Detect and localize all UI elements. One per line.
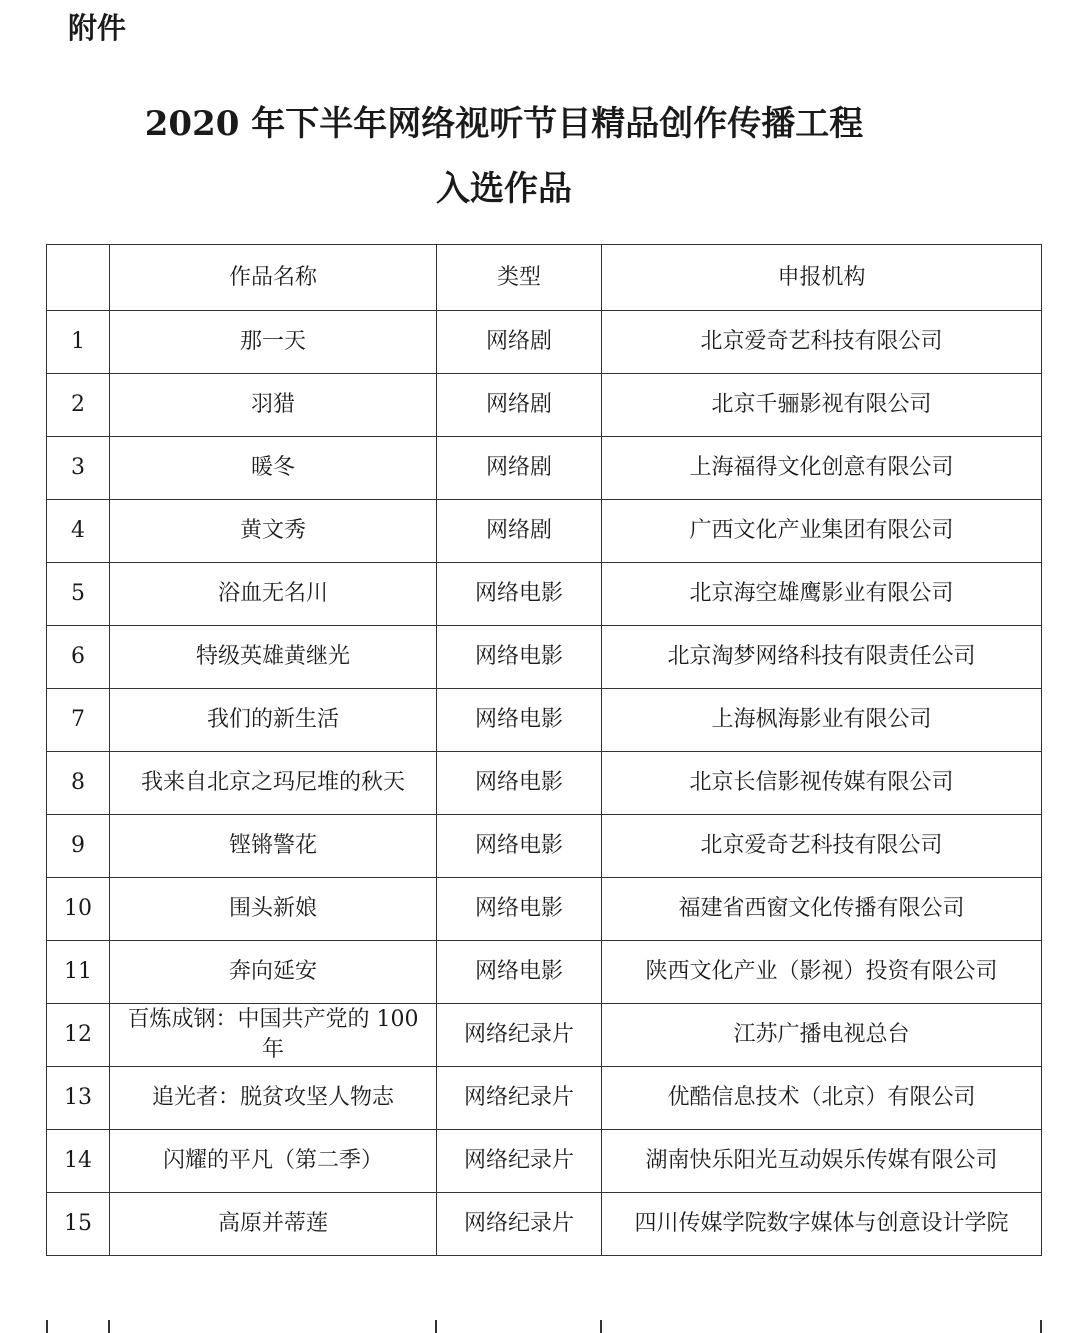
row-work-name: 浴血无名川 (110, 563, 437, 626)
table-row (47, 1067, 1042, 1130)
row-index: 2 (47, 374, 110, 437)
table-edge-line (1040, 1320, 1042, 1333)
row-type: 网络纪录片 (437, 1130, 602, 1193)
row-type: 网络电影 (437, 563, 602, 626)
row-organization: 湖南快乐阳光互动娱乐传媒有限公司 (602, 1130, 1042, 1193)
table-edge-line (46, 1320, 48, 1333)
row-work-name: 我来自北京之玛尼堆的秋天 (110, 752, 437, 815)
table-row (47, 500, 1042, 563)
row-organization: 四川传媒学院数字媒体与创意设计学院 (602, 1193, 1042, 1256)
row-organization: 北京长信影视传媒有限公司 (602, 752, 1042, 815)
row-index: 14 (47, 1130, 110, 1193)
title-line-1: 2020 年下半年网络视听节目精品创作传播工程 (144, 104, 864, 144)
table-row (47, 311, 1042, 374)
row-index: 1 (47, 311, 110, 374)
row-type: 网络剧 (437, 374, 602, 437)
row-work-name: 黄文秀 (110, 500, 437, 563)
page-title (0, 100, 1008, 213)
row-index: 9 (47, 815, 110, 878)
row-index: 6 (47, 626, 110, 689)
row-work-name: 奔向延安 (110, 941, 437, 1004)
row-type: 网络电影 (437, 878, 602, 941)
table-edge-line (435, 1320, 437, 1333)
row-type: 网络电影 (437, 815, 602, 878)
table-edge-line (600, 1320, 602, 1333)
row-type: 网络电影 (437, 626, 602, 689)
header-type: 类型 (437, 245, 602, 311)
row-organization: 陕西文化产业（影视）投资有限公司 (602, 941, 1042, 1004)
row-work-name: 暖冬 (110, 437, 437, 500)
row-organization: 优酷信息技术（北京）有限公司 (602, 1067, 1042, 1130)
row-index: 4 (47, 500, 110, 563)
table-row (47, 752, 1042, 815)
row-organization: 上海福得文化创意有限公司 (602, 437, 1042, 500)
table-edge-line (108, 1320, 110, 1333)
table-row (47, 815, 1042, 878)
row-index: 8 (47, 752, 110, 815)
header-work-name: 作品名称 (110, 245, 437, 311)
row-work-name: 特级英雄黄继光 (110, 626, 437, 689)
row-work-name: 羽猎 (110, 374, 437, 437)
row-type: 网络纪录片 (437, 1193, 602, 1256)
row-work-name: 围头新娘 (110, 878, 437, 941)
row-index: 7 (47, 689, 110, 752)
row-index: 3 (47, 437, 110, 500)
table-header-row (47, 245, 1042, 311)
table-row (47, 941, 1042, 1004)
row-type: 网络剧 (437, 311, 602, 374)
attachment-label: 附件 (68, 11, 127, 45)
row-work-name: 追光者：脱贫攻坚人物志 (110, 1067, 437, 1130)
row-organization: 北京海空雄鹰影业有限公司 (602, 563, 1042, 626)
table-row (47, 437, 1042, 500)
row-organization: 上海枫海影业有限公司 (602, 689, 1042, 752)
table-row (47, 689, 1042, 752)
row-organization: 北京爱奇艺科技有限公司 (602, 815, 1042, 878)
header-index (47, 245, 110, 311)
row-type: 网络剧 (437, 437, 602, 500)
row-work-name: 铿锵警花 (110, 815, 437, 878)
table-row (47, 878, 1042, 941)
table-row (47, 1130, 1042, 1193)
row-organization: 北京千骊影视有限公司 (602, 374, 1042, 437)
table-row (47, 374, 1042, 437)
row-work-name: 闪耀的平凡（第二季） (110, 1130, 437, 1193)
row-type: 网络电影 (437, 752, 602, 815)
works-table (46, 244, 1042, 1256)
row-type: 网络电影 (437, 941, 602, 1004)
row-organization: 福建省西窗文化传播有限公司 (602, 878, 1042, 941)
row-organization: 北京淘梦网络科技有限责任公司 (602, 626, 1042, 689)
row-organization: 江苏广播电视总台 (602, 1004, 1042, 1067)
row-type: 网络纪录片 (437, 1067, 602, 1130)
row-type: 网络剧 (437, 500, 602, 563)
next-page-table-edge (0, 1320, 1080, 1333)
table-row (47, 563, 1042, 626)
row-type: 网络纪录片 (437, 1004, 602, 1067)
table-row (47, 626, 1042, 689)
title-line-2: 入选作品 (436, 169, 572, 209)
row-organization: 北京爱奇艺科技有限公司 (602, 311, 1042, 374)
table-row (47, 1193, 1042, 1256)
table-row (47, 1004, 1042, 1067)
row-index: 5 (47, 563, 110, 626)
row-index: 12 (47, 1004, 110, 1067)
row-organization: 广西文化产业集团有限公司 (602, 500, 1042, 563)
row-index: 11 (47, 941, 110, 1004)
row-index: 13 (47, 1067, 110, 1130)
row-index: 10 (47, 878, 110, 941)
row-type: 网络电影 (437, 689, 602, 752)
row-work-name: 高原并蒂莲 (110, 1193, 437, 1256)
row-work-name: 那一天 (110, 311, 437, 374)
header-organization: 申报机构 (602, 245, 1042, 311)
row-index: 15 (47, 1193, 110, 1256)
row-work-name: 百炼成钢：中国共产党的 100 年 (110, 1004, 437, 1067)
row-work-name: 我们的新生活 (110, 689, 437, 752)
